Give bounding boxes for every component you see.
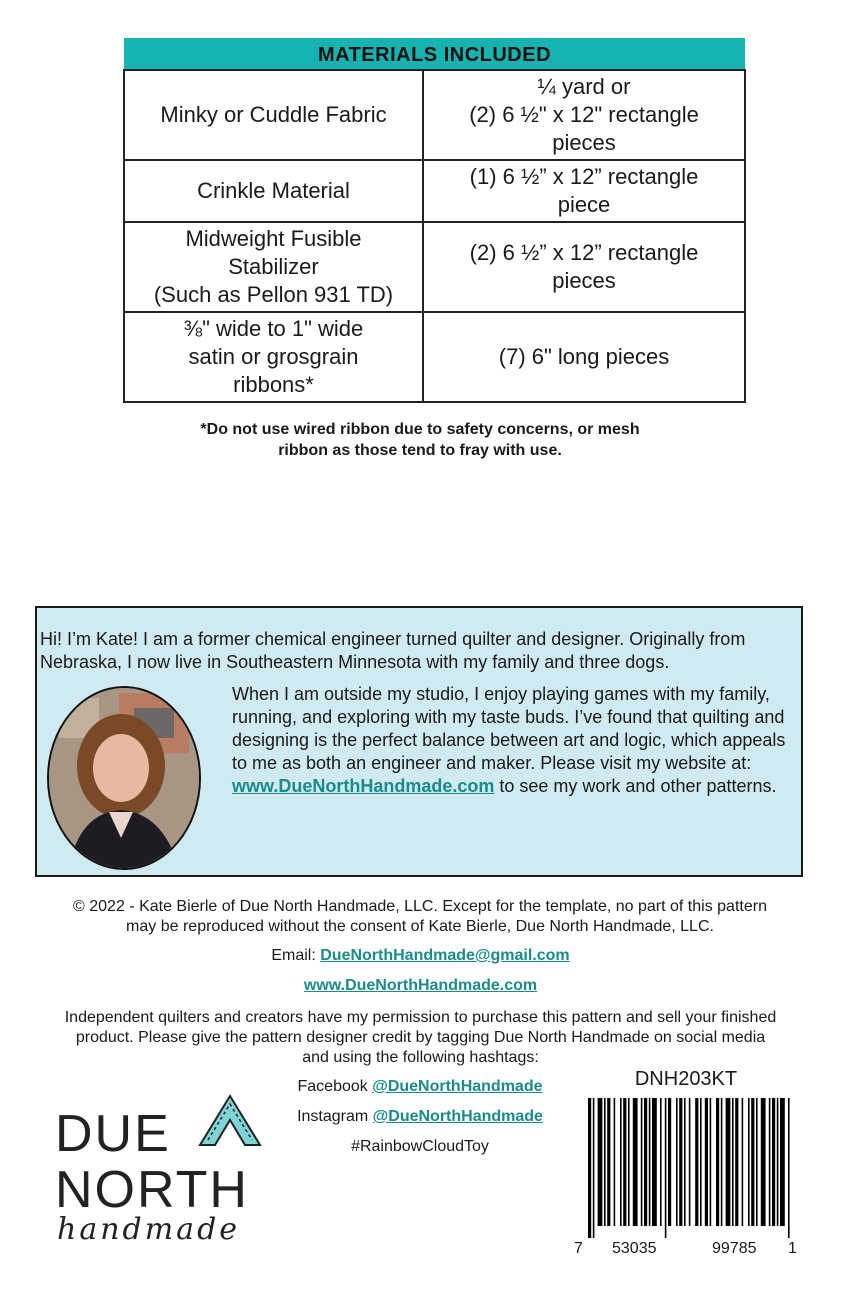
bio-box [35,606,803,877]
portrait-image [49,688,199,868]
chevron-logo-icon [195,1090,265,1150]
bio-after-link: to see my work and other patterns. [494,776,777,796]
barcode-icon [586,1098,796,1238]
hashtag: #RainbowCloudToy [351,1138,489,1155]
website-link[interactable]: www.DueNorthHandmade.com [303,977,538,994]
email-link[interactable]: DueNorthHandmade@gmail.com [320,947,570,964]
instagram-label: Instagram [297,1108,373,1125]
barcode-digit-1: 7 [574,1240,583,1257]
bio-body-text: When I am outside my studio, I enjoy playing games with my family, running, and exploring with my taste buds. I’ve found that quilting and designing is the perfect balance between art and logic, which appeals to me as both an engineer and maker. Please visit my website at: [232,684,786,773]
logo-due: DUE [55,1105,171,1163]
instagram-line [270,1108,570,1126]
website-line [0,977,841,995]
table-row [124,222,745,312]
materials-table [123,69,746,403]
material-amount: ¼ yard or (2) 6 ½" x 12" rectangle pieces [423,70,745,160]
materials-header: MATERIALS INCLUDED [124,38,745,70]
material-item: Crinkle Material [124,160,423,222]
permission-text: Independent quilters and creators have my permission to purchase this pattern and sell your finished product. Please give the pattern designer credit by tagging Due North Handmade on social media and using the following hashtags: [64,1009,777,1066]
instagram-link[interactable]: @DueNorthHandmade [372,1108,543,1125]
barcode-digit-4: 1 [788,1240,797,1257]
material-item: Midweight Fusible Stabilizer (Such as Pellon 931 TD) [124,222,423,312]
bio-intro: Hi! I’m Kate! I am a former chemical engineer turned quilter and designer. Originally from Nebraska, I now live in Southeastern Minnesota with my family and three dogs. [40,629,746,672]
copyright-text: © 2022 - Kate Bierle of Due North Handmade, LLC. Except for the template, no part of this pattern may be reproduced without the consent of Kate Bierle, Due North Handmade, LLC. [73,898,767,935]
material-amount: (7) 6" long pieces [423,312,745,402]
table-row [124,70,745,160]
safety-footnote: *Do not use wired ribbon due to safety concerns, or mesh ribbon as those tend to fray with use. [200,421,640,459]
material-item: Minky or Cuddle Fabric [124,70,423,160]
logo-north: NORTH [55,1161,249,1219]
table-row [124,160,745,222]
barcode-digit-2: 53035 [612,1240,657,1257]
table-row [124,312,745,402]
material-amount: (1) 6 ½” x 12” rectangle piece [423,160,745,222]
email-label: Email: [271,947,321,964]
due-north-logo [55,1090,265,1255]
material-item: ⅜" wide to 1" wide satin or grosgrain ribbons* [124,312,423,402]
product-sku: DNH203KT [634,1068,738,1090]
logo-handmade: handmade [57,1212,241,1247]
facebook-line [270,1078,570,1096]
facebook-label: Facebook [297,1078,373,1095]
bio-body [232,683,802,798]
email-line [0,947,841,965]
facebook-link[interactable]: @DueNorthHandmade [372,1078,543,1095]
material-amount: (2) 6 ½” x 12” rectangle pieces [423,222,745,312]
bio-website-link[interactable]: www.DueNorthHandmade.com [232,776,495,796]
author-photo [47,686,201,870]
barcode-digit-3: 99785 [712,1240,757,1257]
